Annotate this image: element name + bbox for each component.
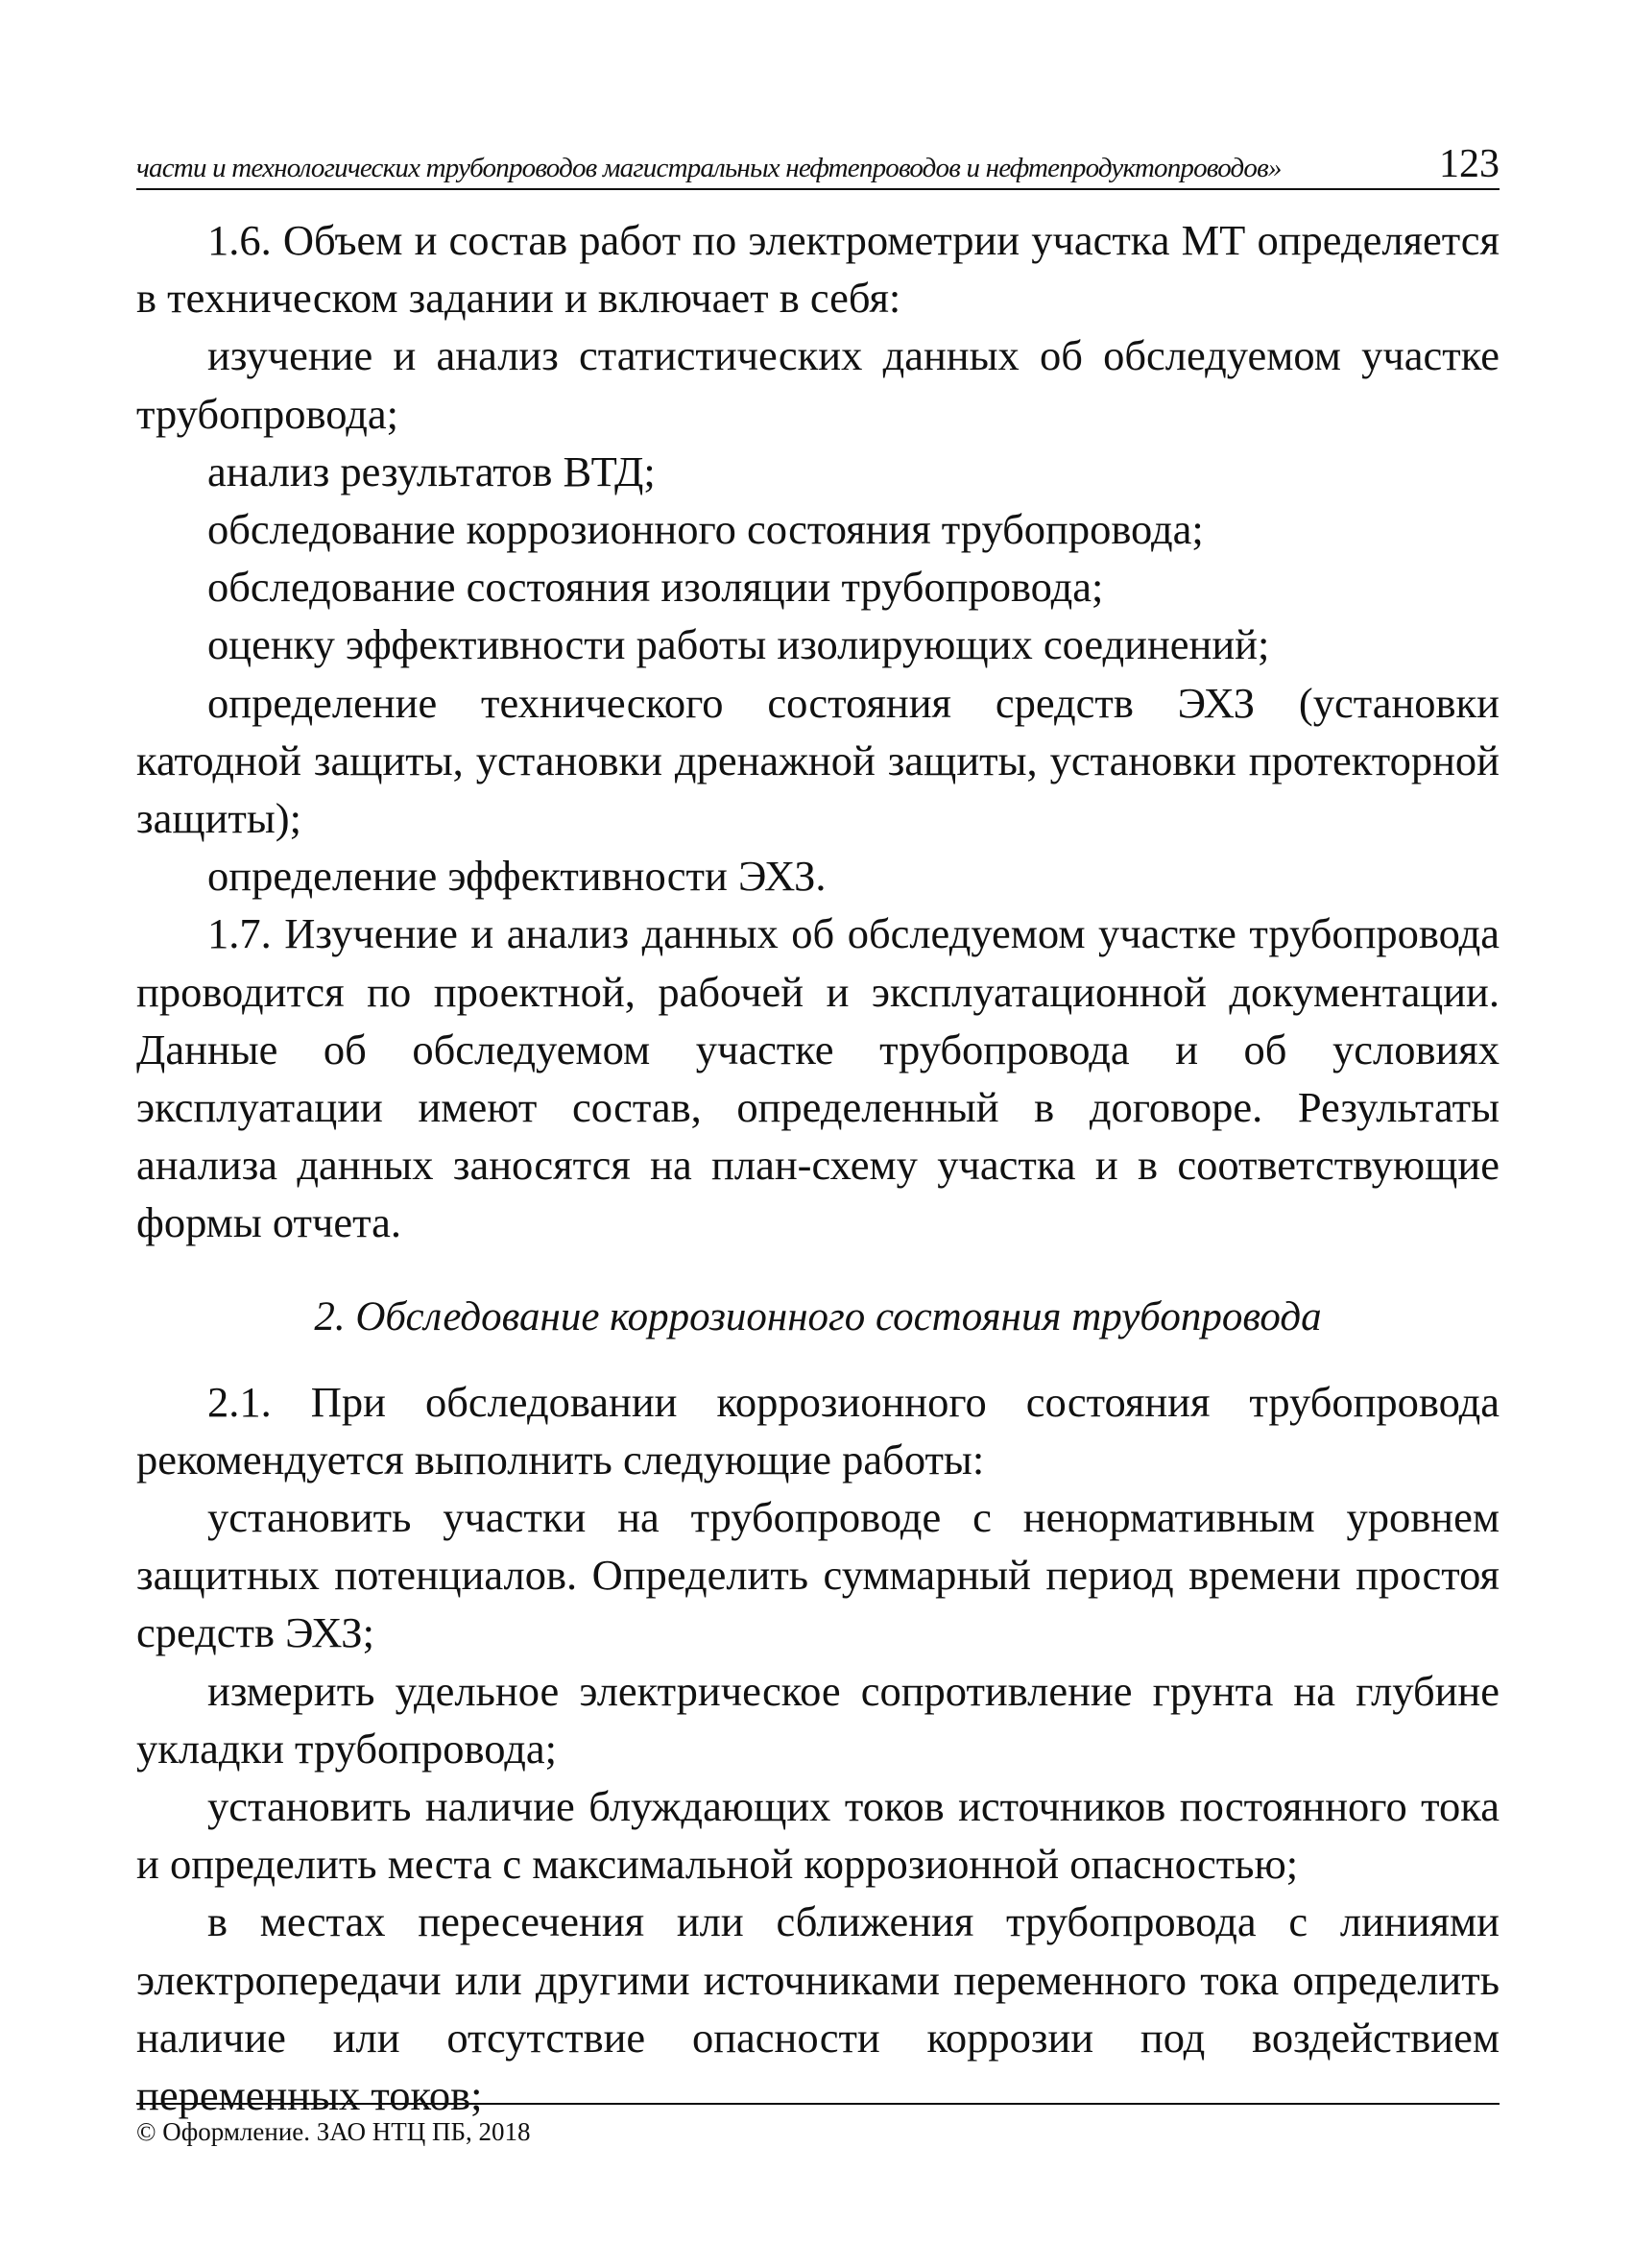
list-item-ac-corrosion: в местах пересечения или сближения трубопровода с линиями электропередачи или другими источниками переменного тока определить наличие или отсутствие опасности коррозии под воздействием переменных токов; xyxy=(136,1897,1500,2120)
paragraph-1-6: 1.6. Объем и состав работ по электрометрии участка МТ определяется в техническом задании и включает в себя: xyxy=(136,216,1500,323)
list-item-ehz-efficiency: определение эффективности ЭХЗ. xyxy=(207,852,827,901)
list-item-potential-sections: установить участки на трубопроводе с ненормативным уровнем защитных потенциалов. Определить суммарный период времени простоя средств ЭХЗ; xyxy=(136,1493,1500,1657)
list-item-corrosion-survey: обследование коррозионного состояния трубопровода; xyxy=(207,505,1204,554)
section-heading: 2. Обследование коррозионного состояния трубопровода xyxy=(314,1293,1322,1339)
list-item-ehz-condition: определение технического состояния средств ЭХЗ (установки катодной защиты, установки дренажной защиты, установки протекторной защиты); xyxy=(136,678,1500,843)
running-header xyxy=(136,144,1500,184)
list-item-joint-efficiency: оценку эффективности работы изолирующих соединений; xyxy=(207,620,1270,669)
body-text xyxy=(136,211,1500,2124)
footer-divider xyxy=(136,2103,1500,2105)
header-divider xyxy=(136,188,1500,190)
list-item-insulation-survey: обследование состояния изоляции трубопровода; xyxy=(207,563,1104,612)
footer-copyright: © Оформление. ЗАО НТЦ ПБ, 2018 xyxy=(136,2117,531,2146)
running-title: части и технологических трубопроводов магистральных нефтепроводов и нефтепродуктопроводов» xyxy=(136,153,1282,183)
list-item-vtd-analysis: анализ результатов ВТД; xyxy=(207,446,656,495)
paragraph-1-7: 1.7. Изучение и анализ данных об обследуемом участке трубопровода проводится по проектной, рабочей и эксплуатационной документации. Данные об обследуемом участке трубопровода и об условиях эксплуатации имеют состав, определенный в договоре. Результаты анализа данных заносятся на план-схему участка и в соответствующие формы отчета. xyxy=(136,909,1500,1247)
paragraph-2-1: 2.1. При обследовании коррозионного состояния трубопровода рекомендуется выполнить следующие работы: xyxy=(136,1377,1500,1484)
list-item-study-data: изучение и анализ статистических данных об обследуемом участке трубопровода; xyxy=(136,331,1500,438)
list-item-stray-currents: установить наличие блуждающих токов источников постоянного тока и определить места с максимальной коррозионной опасностью; xyxy=(136,1782,1500,1889)
page-number: 123 xyxy=(1439,142,1500,186)
list-item-soil-resistance: измерить удельное электрическое сопротивление грунта на глубине укладки трубопровода; xyxy=(136,1666,1500,1773)
